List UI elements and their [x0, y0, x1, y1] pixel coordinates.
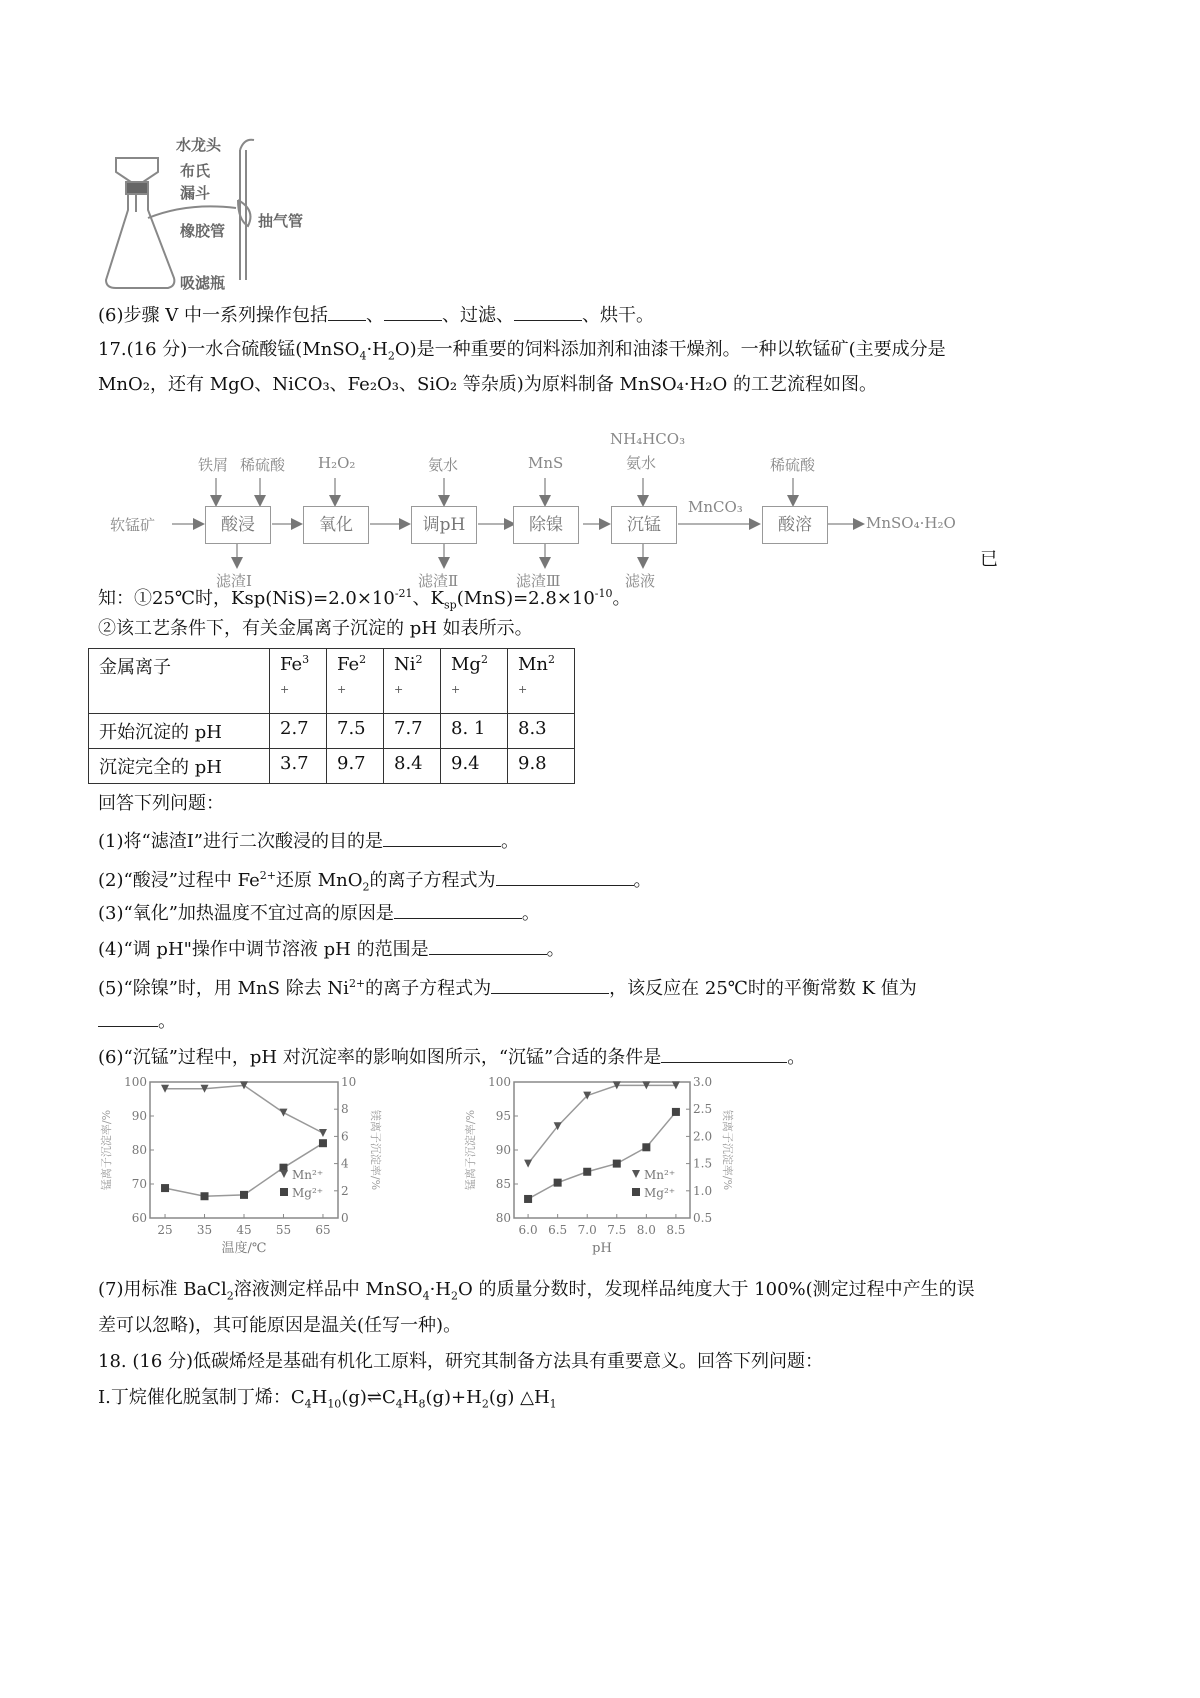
- input-nh4hco3: NH₄HCO₃: [610, 430, 686, 448]
- text: 。: [501, 831, 520, 852]
- ion-cell: [508, 649, 575, 714]
- answer-blank[interactable]: [514, 302, 582, 321]
- text: 。: [633, 870, 652, 891]
- cell: 9.7: [327, 749, 384, 784]
- text: Ⅰ.丁烷催化脱氢制丁烯：C: [98, 1387, 305, 1408]
- table-header-row: [89, 649, 575, 714]
- text: 还原 MnO: [276, 870, 363, 891]
- y-right-axis-label: 镁离子沉淀率/%: [369, 1109, 382, 1191]
- answer-blank[interactable]: [496, 867, 634, 886]
- label-suction-tube: 抽气管: [258, 212, 304, 230]
- input-ammonia-2: 氨水: [626, 454, 657, 472]
- y-right-tick-label: 10: [341, 1075, 357, 1089]
- q17-intro-line1: 17.(16 分)一水合硫酸锰$(MnSO_4\cdot H_2O)$是一种重要的饲料添加剂和油漆干燥剂。一种以软锰矿(主要成分是: [98, 339, 946, 363]
- answer-blank[interactable]: [661, 1044, 787, 1063]
- mn-point: [319, 1129, 327, 1137]
- charge: 2: [480, 653, 488, 666]
- output-residue-3: 滤渣Ⅲ: [516, 572, 561, 590]
- input-ammonia: 氨水: [428, 456, 459, 474]
- question-7: (7)用标准 BaCl$_2$溶液测定样品中 $MnSO_4\cdot H_2O$ 的质量分数时，发现样品纯度大于 100%(测定过程中产生的误: [98, 1279, 975, 1303]
- cell: 9.8: [508, 749, 575, 784]
- text: 。: [612, 588, 631, 609]
- mg-point: [161, 1184, 169, 1192]
- legend-mg-label: Mg²⁺: [644, 1186, 676, 1200]
- legend-mn-marker: [632, 1170, 640, 1178]
- table-row: [89, 749, 575, 784]
- y-right-tick-label: 2: [341, 1183, 349, 1198]
- input-iron-filings: 铁屑: [198, 456, 229, 474]
- exponent: -21: [394, 587, 413, 600]
- output-residue-2: 滤渣Ⅱ: [418, 572, 459, 590]
- cell: 9.4: [441, 749, 508, 784]
- text: 的离子方程式为: [365, 978, 492, 999]
- y-left-tick-label: 90: [131, 1109, 147, 1123]
- answer-blank[interactable]: [394, 900, 522, 919]
- intermediate-mnco3: MnCO₃: [688, 498, 743, 516]
- header-label: 金属离子: [89, 649, 270, 714]
- separator: 、: [365, 305, 384, 326]
- y-left-tick-label: 90: [495, 1143, 511, 1157]
- text: (2)“酸浸”过程中 Fe: [98, 870, 260, 891]
- y-left-tick-label: 100: [124, 1075, 147, 1089]
- answer-blank[interactable]: [383, 828, 501, 847]
- ion: Fe: [280, 654, 303, 675]
- y-right-axis-label: 镁离子沉淀率/%: [721, 1109, 734, 1191]
- x-tick-label: 45: [236, 1223, 252, 1237]
- suction-filtration-apparatus: [98, 130, 338, 300]
- mg-point: [642, 1143, 650, 1151]
- mg-point: [583, 1168, 591, 1176]
- separator: 、过滤、: [441, 305, 514, 326]
- legend-mg-label: Mg²⁺: [292, 1186, 324, 1200]
- q18-intro: 18. (16 分)低碳烯烃是基础有机化工原料，研究其制备方法具有重要意义。回答下列问题：: [98, 1351, 824, 1372]
- y-right-tick-label: 2.0: [693, 1129, 713, 1144]
- output-filtrate: 滤液: [625, 572, 656, 590]
- y-left-tick-label: 70: [131, 1177, 147, 1191]
- cell: 7.7: [384, 714, 441, 749]
- text: H: [311, 1387, 328, 1408]
- text: C: [381, 1387, 396, 1408]
- mg-point: [524, 1195, 532, 1203]
- ion: Ni: [394, 654, 416, 675]
- q17-intro-line2: MnO₂，还有 MgO、NiCO₃、Fe₂O₃、SiO₂ 等杂质)为原料制备 MnSO₄·H₂O 的工艺流程如图。: [98, 374, 877, 395]
- x-tick-label: 35: [196, 1223, 213, 1237]
- x-tick-label: 7.5: [607, 1223, 627, 1237]
- answer-blank[interactable]: [98, 1008, 158, 1027]
- row-label: 开始沉淀的 pH: [89, 714, 270, 749]
- subscript: 1: [549, 1397, 557, 1411]
- plus: +: [451, 683, 461, 696]
- y-left-tick-label: 60: [131, 1211, 147, 1225]
- q16-6-line: [98, 302, 654, 328]
- mg-point: [613, 1160, 621, 1168]
- q18-part1: Ⅰ.丁烷催化脱氢制丁烯：$C_4H_{10}(g)\rightleftharpoons C_4H_8(g)+H_2(g)$ $\triangle H_1$: [98, 1387, 557, 1411]
- x-tick-label: 65: [315, 1223, 331, 1237]
- y-left-tick-label: 100: [488, 1075, 511, 1089]
- mn-point: [524, 1160, 532, 1168]
- y-right-tick-label: 4: [341, 1156, 349, 1171]
- cell: 8. 1: [441, 714, 508, 749]
- label-flask: 吸滤瓶: [180, 274, 226, 292]
- x-tick-label: 6.5: [548, 1223, 568, 1237]
- text: H: [402, 1387, 419, 1408]
- y-right-tick-label: 3.0: [693, 1075, 713, 1089]
- text: ·H: [366, 339, 388, 360]
- cell: 3.7: [270, 749, 327, 784]
- ion: Mn: [518, 654, 549, 675]
- y-left-tick-label: 85: [495, 1177, 511, 1191]
- x-tick-label: 6.0: [518, 1223, 538, 1237]
- legend-mn-label: Mn²⁺: [292, 1168, 324, 1182]
- text: (7)用标准 BaCl: [98, 1279, 227, 1300]
- mg-point: [201, 1192, 209, 1200]
- text: (g): [341, 1387, 367, 1408]
- input-dilute-h2so4-2: 稀硫酸: [770, 456, 816, 474]
- answer-prompt: 回答下列问题：: [98, 793, 224, 814]
- text: (MnS)=2.8×10: [456, 588, 595, 609]
- input-mns: MnS: [528, 454, 564, 472]
- answer-blank[interactable]: [491, 975, 609, 994]
- chart-temperature: [88, 1068, 418, 1258]
- label-rubber-tube: 橡胶管: [180, 222, 226, 240]
- text: ，该反应在 25℃时的平衡常数 K 值为: [609, 978, 917, 999]
- text: 知：①25℃时，Ksp(NiS)=2.0×10: [98, 588, 395, 609]
- y-left-axis-label: 锰离子沉淀率/%: [464, 1109, 477, 1191]
- ion: Fe: [337, 654, 360, 675]
- text: (g)+H: [425, 1387, 482, 1408]
- charge: 2+: [348, 977, 366, 990]
- label-buchner-2: 漏斗: [180, 184, 211, 202]
- question-2: (2)“酸浸”过程中 $Fe^{2+}$还原 MnO$_2$的离子方程式为 。: [98, 869, 652, 894]
- y-right-tick-label: 2.5: [693, 1102, 713, 1117]
- ion: Mg: [451, 654, 481, 675]
- text: (4)“调 pH"操作中调节溶液 pH 的范围是: [98, 939, 429, 960]
- legend-mg-marker: [280, 1188, 288, 1196]
- cell: 2.7: [270, 714, 327, 749]
- flow-box-remove-ni: 除镍: [513, 506, 579, 544]
- row-label: 沉淀完全的 pH: [89, 749, 270, 784]
- x-tick-label: 25: [157, 1223, 173, 1237]
- text: 、K: [412, 588, 444, 609]
- flow-start: 软锰矿: [110, 516, 156, 534]
- question-1: [98, 828, 519, 854]
- text: O 的质量分数时，发现样品纯度大于 100%(测定过程中产生的误: [457, 1279, 975, 1300]
- known-2: ②该工艺条件下，有关金属离子沉淀的 pH 如表所示。: [98, 618, 533, 639]
- y-left-tick-label: 80: [495, 1211, 511, 1225]
- text: 。: [158, 1011, 176, 1032]
- flow-box-precipitate-mn: 沉锰: [611, 506, 677, 544]
- ph-table: [88, 648, 575, 784]
- series-line-mn: [528, 1085, 676, 1163]
- question-5-cont: [98, 1008, 176, 1034]
- plus: +: [394, 683, 404, 696]
- y-right-tick-label: 8: [341, 1102, 349, 1117]
- y-right-tick-label: 1.0: [693, 1183, 713, 1198]
- y-left-tick-label: 80: [131, 1143, 147, 1157]
- x-tick-label: 7.0: [577, 1223, 597, 1237]
- text: (6)“沉锰”过程中，pH 对沉淀率的影响如图所示，“沉锰”合适的条件是: [98, 1047, 662, 1068]
- answer-blank[interactable]: [328, 302, 366, 321]
- mg-point: [672, 1108, 680, 1116]
- input-h2o2: H₂O₂: [318, 454, 356, 472]
- cell: 8.4: [384, 749, 441, 784]
- x-tick-label: 8.0: [636, 1223, 656, 1237]
- question-6: [98, 1044, 805, 1070]
- cell: 7.5: [327, 714, 384, 749]
- table-row: [89, 714, 575, 749]
- y-left-axis-label: 锰离子沉淀率/%: [100, 1109, 113, 1191]
- ion-cell: [327, 649, 384, 714]
- text: 17.(16 分)一水合硫酸锰(MnSO: [98, 339, 360, 360]
- x-axis-label: 温度/℃: [221, 1241, 267, 1256]
- q16-6-text: (6)步骤 V 中一系列操作包括: [98, 305, 328, 326]
- mn-point: [279, 1109, 287, 1117]
- charge: 2: [415, 653, 423, 666]
- legend-mg-marker: [632, 1188, 640, 1196]
- y-right-tick-label: 0: [341, 1211, 349, 1225]
- equilibrium-arrow-icon: ⇌: [366, 1387, 382, 1408]
- y-right-tick-label: 6: [341, 1129, 349, 1144]
- text: (1)将“滤渣Ⅰ”进行二次酸浸的目的是: [98, 831, 384, 852]
- x-tick-label: 55: [275, 1223, 292, 1237]
- legend-mn-marker: [280, 1170, 288, 1178]
- flow-box-oxidation: 氧化: [303, 506, 369, 544]
- subscript: sp: [444, 598, 457, 612]
- flow-product: MnSO₄·H₂O: [866, 514, 956, 532]
- plus: +: [337, 683, 347, 696]
- process-flow-diagram: [110, 428, 1010, 603]
- known-1: [98, 582, 631, 618]
- answer-blank[interactable]: [429, 936, 547, 955]
- text: ·H: [429, 1279, 451, 1300]
- text: (g) △H: [488, 1387, 550, 1408]
- y-right-tick-label: 1.5: [693, 1156, 713, 1171]
- x-tick-label: 8.5: [666, 1223, 686, 1237]
- ion-cell: [441, 649, 508, 714]
- ion-cell: [384, 649, 441, 714]
- ion-cell: [270, 649, 327, 714]
- label-buchner-1: 布氏: [180, 162, 211, 180]
- text: 。: [546, 939, 565, 960]
- question-7-cont: 差可以忽略)，其可能原因是温关(任写一种)。: [98, 1315, 462, 1336]
- text: (3)“氧化”加热温度不宜过高的原因是: [98, 903, 394, 924]
- legend-mn-label: Mn²⁺: [644, 1168, 676, 1182]
- charge: 2+: [259, 869, 276, 882]
- mg-point: [554, 1179, 562, 1187]
- y-right-tick-label: 0.5: [693, 1211, 713, 1225]
- mg-point: [240, 1191, 248, 1199]
- text: 。: [521, 903, 540, 924]
- flow-box-adjust-ph: 调pH: [411, 506, 477, 544]
- exponent: -10: [594, 587, 613, 600]
- question-3: [98, 900, 540, 926]
- charge: 3: [302, 653, 310, 666]
- output-residue-1: 滤渣Ⅰ: [216, 572, 252, 590]
- label-faucet: 水龙头: [176, 136, 222, 154]
- text: (5)“除镍”时，用 MnS 除去 Ni: [98, 978, 349, 999]
- question-4: [98, 936, 565, 962]
- x-axis-label: pH: [592, 1241, 612, 1256]
- plus: +: [280, 683, 290, 696]
- text: 溶液测定样品中 MnSO: [233, 1279, 423, 1300]
- series-line-mn: [165, 1085, 323, 1133]
- mg-point: [319, 1139, 327, 1147]
- cell: 8.3: [508, 714, 575, 749]
- chart-ph: [430, 1068, 750, 1268]
- y-left-tick-label: 95: [495, 1109, 511, 1123]
- text: 的离子方程式为: [369, 870, 496, 891]
- known-tail: 已: [980, 549, 998, 570]
- flow-box-acid-dissolve: 酸溶: [762, 506, 828, 544]
- separator: 、烘干。: [581, 305, 654, 326]
- plus: +: [518, 683, 528, 696]
- text: 。: [787, 1047, 806, 1068]
- charge: 2: [548, 653, 556, 666]
- text: O)是一种重要的饲料添加剂和油漆干燥剂。一种以软锰矿(主要成分是: [394, 339, 946, 360]
- input-dilute-h2so4: 稀硫酸: [240, 456, 286, 474]
- charge: 2: [359, 653, 367, 666]
- question-5: [98, 972, 917, 1001]
- flow-box-acid-leach: 酸浸: [205, 506, 271, 544]
- answer-blank[interactable]: [384, 302, 442, 321]
